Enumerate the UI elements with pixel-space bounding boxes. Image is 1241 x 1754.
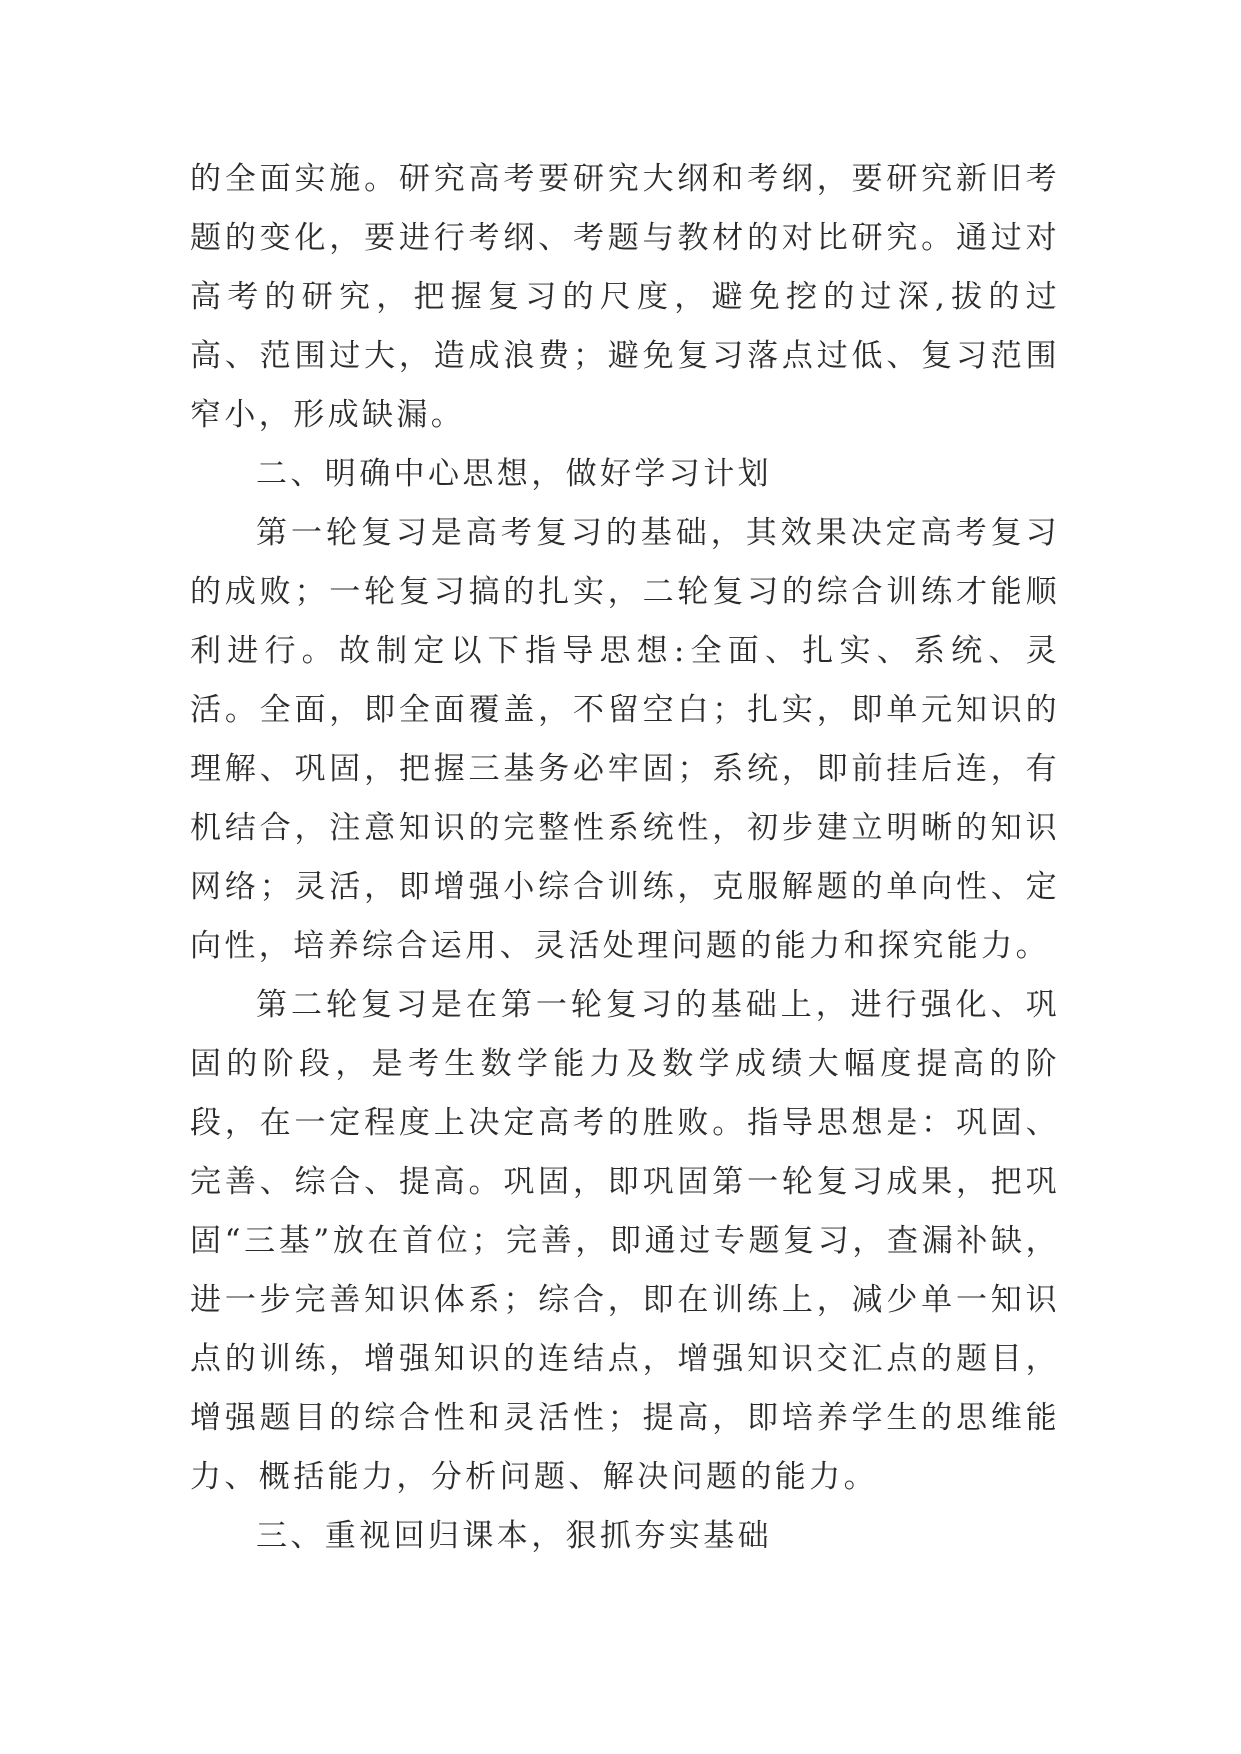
paragraph-continuation: 的全面实施。研究高考要研究大纲和考纲，要研究新旧考题的变化，要进行考纲、考题与教材的对比研究。通过对高考的研究，把握复习的尺度，避免挖的过深,拔的过高、范围过大，造成浪费；避免复习落点过低、复习范围窄小，形成缺漏。 [190, 161, 1060, 433]
section-heading-3: 三、重视回归课本，狠抓夯实基础 [256, 1518, 772, 1554]
paragraph-second-round: 第二轮复习是在第一轮复习的基础上，进行强化、巩固的阶段，是考生数学能力及数学成绩大幅度提高的阶段，在一定程度上决定高考的胜败。指导思想是：巩固、完善、综合、提高。巩固，即巩固第一轮复习成果，把巩固“三基”放在首位；完善，即通过专题复习，查漏补缺，进一步完善知识体系；综合，即在训练上，减少单一知识点的训练，增强知识的连结点，增强知识交汇点的题目，增强题目的综合性和灵活性；提高，即培养学生的思维能力、概括能力，分析问题、解决问题的能力。 [190, 987, 1060, 1495]
paragraph-first-round: 第一轮复习是高考复习的基础，其效果决定高考复习的成败；一轮复习搞的扎实，二轮复习的综合训练才能顺利进行。故制定以下指导思想:全面、扎实、系统、灵活。全面，即全面覆盖，不留空白；扎实，即单元知识的理解、巩固，把握三基务必牢固；系统，即前挂后连，有机结合，注意知识的完整性系统性，初步建立明晰的知识网络；灵活，即增强小综合训练，克服解题的单向性、定向性，培养综合运用、灵活处理问题的能力和探究能力。 [190, 515, 1060, 964]
section-heading-2: 二、明确中心思想，做好学习计划 [256, 456, 772, 492]
document-body [190, 150, 1060, 1566]
